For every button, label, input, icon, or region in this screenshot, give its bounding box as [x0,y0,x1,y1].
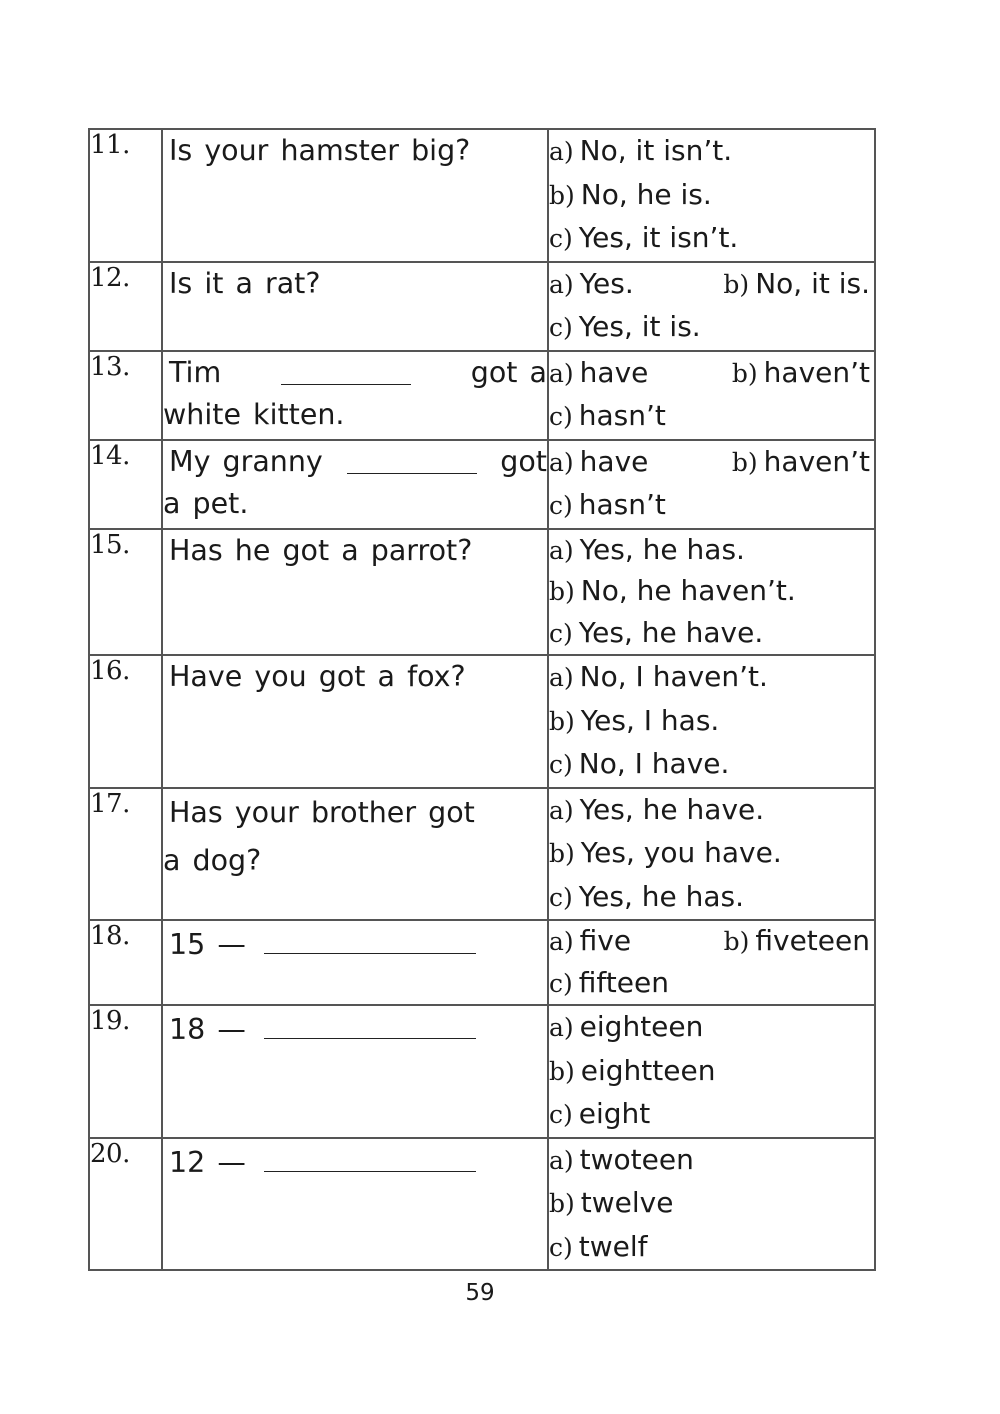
option-label: b) [549,839,575,868]
answer-options [548,655,875,788]
question-line [163,1139,547,1184]
option-label: b) [723,927,750,956]
option-text: No, I have. [578,747,730,780]
option-label: b) [549,1189,575,1218]
option-label: c) [549,402,573,431]
question-row-19 [89,1005,875,1138]
option-a[interactable] [549,1006,874,1050]
answer-blank[interactable] [264,921,476,954]
option-text: Yes, he have. [579,792,765,826]
question-text [162,440,548,529]
question-number: 17. [89,788,162,921]
option-b[interactable] [732,352,870,396]
option-text: haven’t [763,444,870,478]
answer-options [548,129,875,262]
option-label: a) [549,137,574,166]
question-text [162,1138,548,1271]
option-c[interactable] [549,217,874,261]
question-row-13 [89,351,875,440]
question-line: a dog? [163,843,262,877]
question-text [162,1005,548,1138]
option-label: b) [549,180,575,210]
option-b[interactable] [724,921,870,963]
option-label: a) [549,1013,574,1042]
answer-options [548,262,875,351]
question-number: 11. [89,129,162,262]
option-label: a) [549,358,574,388]
question-line: white kitten. [163,397,345,431]
option-label: a) [549,927,574,956]
option-label: c) [549,491,573,520]
question-number: 18. [89,920,162,1005]
option-c[interactable] [549,1226,874,1270]
option-label: a) [549,447,574,477]
option-text: twelf [578,1229,648,1263]
option-text: eightteen [580,1053,716,1087]
answer-options [548,440,875,529]
option-text: twelve [580,1186,674,1219]
question-row-17 [89,788,875,921]
question-text [162,920,548,1005]
option-text: fiveteen [755,924,870,957]
question-line [163,441,547,483]
question-row-11 [89,129,875,262]
question-suffix: got a [470,355,547,389]
option-text: hasn’t [578,399,666,432]
question-text [162,129,548,262]
quiz-table [88,128,876,1271]
option-b[interactable] [549,1050,874,1094]
question-line [163,352,547,394]
option-c[interactable] [549,743,874,787]
option-text: No, it is. [755,266,870,300]
option-text: hasn’t [578,488,666,521]
option-label: c) [549,224,573,253]
question-number: 19. [89,1005,162,1138]
option-pair [549,352,874,396]
answer-blank[interactable] [347,441,477,474]
option-c[interactable] [549,876,874,920]
page-number: 59 [465,1280,495,1306]
question-prefix: Tim [169,355,222,389]
option-label: c) [549,882,573,912]
option-label: b) [549,1056,575,1086]
option-b[interactable] [549,571,874,613]
option-text: No, it isn’t. [579,134,733,167]
option-label: c) [549,968,573,998]
question-line [163,1006,547,1051]
question-prefix: My granny [169,444,323,478]
option-pair [549,441,874,485]
question-suffix: got [500,444,547,478]
option-a[interactable] [549,789,874,833]
question-row-18 [89,920,875,1005]
answer-options [548,788,875,921]
question-row-14 [89,440,875,529]
answer-blank[interactable] [264,1139,476,1172]
option-b[interactable] [549,700,874,744]
question-line: Is it a rat? [169,266,321,300]
option-label: c) [549,1100,573,1129]
option-label: b) [731,447,758,477]
option-label: a) [549,1145,574,1175]
option-label: b) [731,358,758,388]
option-label: c) [549,750,573,779]
option-label: a) [549,269,574,299]
option-b[interactable] [549,174,874,218]
question-line: Have you got a fox? [169,660,466,693]
option-a[interactable] [549,263,634,307]
answer-blank[interactable] [264,1006,476,1039]
question-text [162,262,548,351]
option-text: Yes, it isn’t. [578,221,739,254]
option-text: No, he haven’t. [580,574,796,607]
option-text: twoteen [579,1142,694,1176]
question-prefix: 18 — [169,1013,246,1046]
option-text: have [579,355,649,389]
question-row-15 [89,529,875,656]
option-label: b) [549,577,575,606]
question-row-16 [89,655,875,788]
answer-options [548,351,875,440]
option-c[interactable] [549,1093,874,1137]
option-text: fifteen [578,965,669,999]
option-text: No, I haven’t. [579,660,768,693]
option-text: Yes, it is. [578,310,701,343]
option-text: No, he is. [580,177,712,211]
question-row-20 [89,1138,875,1271]
option-a[interactable] [549,530,874,572]
question-text [162,788,548,921]
answer-options [548,529,875,656]
question-number: 13. [89,351,162,440]
option-pair [549,263,874,307]
answer-options [548,1138,875,1271]
question-line: Has your brother got [169,795,475,829]
option-a[interactable] [549,656,874,700]
option-b[interactable] [723,263,870,307]
option-text: eight [578,1097,651,1130]
question-number: 16. [89,655,162,788]
option-a[interactable] [549,921,631,963]
option-text: Yes, I has. [580,703,720,737]
question-line: Is your hamster big? [169,134,471,167]
answer-options [548,920,875,1005]
option-a[interactable] [549,1139,874,1183]
option-label: c) [549,1232,573,1262]
option-text: Yes, he has. [579,532,745,566]
option-text: haven’t [763,355,870,389]
option-label: c) [549,313,573,342]
option-c[interactable] [549,613,874,655]
option-label: a) [549,663,574,692]
option-label: a) [549,535,574,565]
question-text [162,529,548,656]
option-text: Yes, he have. [578,615,764,649]
option-text: have [579,444,649,478]
option-c[interactable] [549,306,874,350]
option-b[interactable] [549,1182,874,1226]
option-label: a) [549,795,574,825]
option-text: five [579,924,632,957]
option-b[interactable] [732,441,870,485]
question-number: 12. [89,262,162,351]
option-a[interactable] [549,441,648,485]
question-row-12 [89,262,875,351]
question-text [162,655,548,788]
option-label: b) [723,269,750,299]
question-number: 15. [89,529,162,656]
answer-options [548,1005,875,1138]
option-c[interactable] [549,484,874,528]
question-text [162,351,548,440]
question-prefix: 12 — [169,1145,246,1179]
option-text: Yes, he has. [578,879,745,913]
question-number: 14. [89,440,162,529]
option-text: Yes, you have. [580,836,782,869]
option-text: Yes. [579,266,634,300]
option-c[interactable] [549,395,874,439]
option-a[interactable] [549,130,874,174]
option-b[interactable] [549,832,874,876]
question-line [163,921,547,966]
question-line: a pet. [163,486,249,520]
option-text: eighteen [579,1010,704,1043]
option-label: c) [549,618,573,648]
option-label: b) [549,706,575,736]
question-prefix: 15 — [169,928,246,961]
question-number: 20. [89,1138,162,1271]
option-pair [549,921,874,963]
question-line: Has he got a parrot? [169,533,473,567]
option-a[interactable] [549,352,648,396]
option-c[interactable] [549,963,874,1005]
answer-blank[interactable] [281,352,411,385]
